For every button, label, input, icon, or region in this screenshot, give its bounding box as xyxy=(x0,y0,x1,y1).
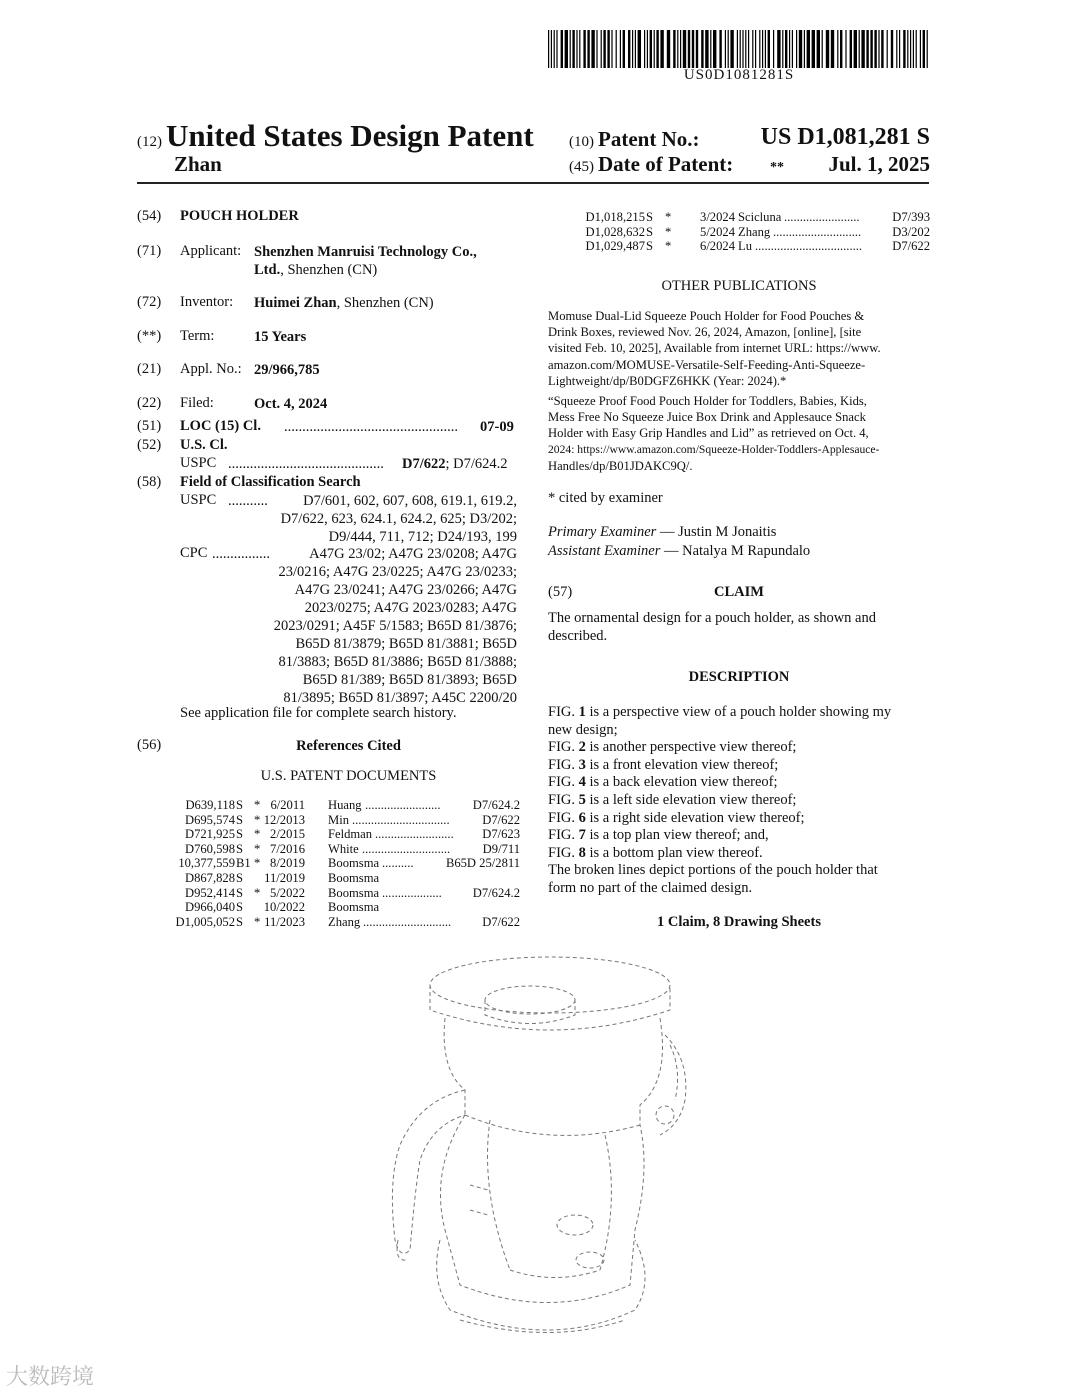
barcode-bar xyxy=(899,30,900,68)
barcode-bar xyxy=(752,30,753,68)
ref-star: * xyxy=(665,224,672,239)
description-line: FIG. 4 is a back elevation view thereof; xyxy=(548,774,778,791)
description-line: FIG. 6 is a right side elevation view thereof; xyxy=(548,809,805,826)
barcode-bar xyxy=(570,30,571,68)
barcode-bar xyxy=(683,30,686,68)
barcode-bar xyxy=(916,30,917,68)
date-line xyxy=(569,152,733,177)
barcode-bar xyxy=(812,30,815,68)
assistant-examiner: Assistant Examiner — Natalya M Rapundalo xyxy=(548,543,811,559)
ref-class: D9/711 xyxy=(482,841,520,856)
patent-no-line xyxy=(569,127,699,152)
ref-date: 11/2019 xyxy=(264,871,305,885)
ref-date: 2/2015 xyxy=(270,827,305,842)
barcode-bar xyxy=(647,30,648,68)
barcode-bar xyxy=(773,30,774,68)
ref-class: D7/623 xyxy=(482,827,520,842)
ref-kind: S xyxy=(236,885,244,900)
cpc-search-classes: A47G 23/02; A47G 23/0208; A47G 23/0216; A47G 23/0225; A47G 23/0233; A47G 23/0241; A47G 23/0266; A47G 2023/0275; A47G 2023/0283; A47G 2023/0291; A45F 5/1583; B65D 81/3876; B65D 81/3879; B65D 81/3881; B65D 81/3883; B65D 81/3886; B65D 81/3888; B65D 81/389; B65D 81/3893; B65D 81/3895; B65D 81/3897; A45C 2200/20 xyxy=(273,546,517,706)
ref-date: 10/2022 xyxy=(263,900,305,915)
claim-title: CLAIM xyxy=(714,584,764,600)
barcode-bar xyxy=(603,30,605,68)
barcode-bar xyxy=(660,30,663,68)
ref-star: * xyxy=(254,914,261,929)
reference-row xyxy=(570,225,930,240)
patent-number: US D1,081,281 S xyxy=(760,124,930,150)
ref-class: D7/393 xyxy=(892,210,930,224)
description-line: The broken lines depict portions of the pouch holder that xyxy=(548,862,878,879)
barcode-bar xyxy=(719,30,721,68)
ref-name: White xyxy=(328,841,359,856)
ref-star: * xyxy=(254,856,261,871)
ref-kind: S xyxy=(646,210,654,224)
barcode-bar xyxy=(859,30,860,68)
barcode-bar xyxy=(850,30,852,68)
barcode-bar xyxy=(866,30,868,68)
description-line: FIG. 8 is a bottom plan view thereof. xyxy=(548,844,763,861)
description-line: FIG. 7 is a top plan view thereof; and, xyxy=(548,827,769,844)
reference-row xyxy=(158,900,520,915)
ref-kind: S xyxy=(236,841,244,856)
date-label: Date of Patent: xyxy=(598,152,734,176)
ref-class: D3/202 xyxy=(892,224,930,239)
barcode-bar xyxy=(725,30,726,68)
barcode-bar xyxy=(837,30,838,68)
barcode-bar xyxy=(782,30,783,68)
reference-row xyxy=(570,239,930,254)
ref-star: * xyxy=(254,812,261,827)
barcode-bar xyxy=(730,30,733,68)
barcode-bar xyxy=(667,30,670,68)
code-10: (10) xyxy=(569,134,594,150)
ref-number: D952,414 xyxy=(184,885,235,900)
ref-class: B65D 25/2811 xyxy=(445,856,520,871)
publication-2: “Squeeze Proof Food Pouch Holder for Toddlers, Babies, Kids, Mess Free No Squeeze Juice Box Drink and Applesauce Snack Holder with Easy Grip Handles and Lid” as retrieved on Oct. 4, 2024: https://www.amazon.com/Squeeze-Holder-Toddlers-Applesauce- Handles/dp/B01JDAKC9Q/. xyxy=(548,394,880,473)
barcode-bar xyxy=(696,30,698,68)
description-line: form no part of the claimed design. xyxy=(548,880,753,896)
loc-class: 07-09 xyxy=(480,419,514,435)
ref-dots: .......... xyxy=(382,856,414,871)
barcode-bar xyxy=(632,30,633,68)
barcode-bar xyxy=(638,30,641,68)
barcode-bar xyxy=(701,30,703,68)
ref-name: Boomsma xyxy=(328,871,380,885)
ref-star: * xyxy=(254,841,261,856)
barcode-bar xyxy=(572,30,574,68)
barcode-bar xyxy=(710,30,711,68)
barcode xyxy=(548,30,930,68)
reference-row xyxy=(570,210,930,225)
ref-number: 10,377,559 xyxy=(178,856,235,871)
primary-examiner: Primary Examiner — Justin M Jonaitis xyxy=(548,524,777,540)
description-line: FIG. 5 is a left side elevation view thereof; xyxy=(548,792,797,808)
drawing-lines xyxy=(392,957,685,1333)
barcode-bar xyxy=(789,30,790,68)
search-history-note: See application file for complete search history. xyxy=(180,705,457,721)
date-mark: ** xyxy=(770,160,784,175)
barcode-bar xyxy=(887,30,888,68)
barcode-bar xyxy=(913,30,914,68)
barcode-bar xyxy=(891,30,893,68)
ref-date: 5/2022 xyxy=(270,885,305,900)
barcode-bar xyxy=(817,30,820,68)
barcode-bar xyxy=(874,30,876,68)
ref-dots: ........................ xyxy=(365,798,441,812)
description-line: FIG. 2 is another perspective view thereof; xyxy=(548,739,797,756)
barcode-bar xyxy=(831,30,834,68)
reference-row xyxy=(158,886,520,901)
claims-sheets: 1 Claim, 8 Drawing Sheets xyxy=(657,914,821,930)
ref-kind: S xyxy=(646,224,654,239)
references-title: References Cited xyxy=(296,738,401,754)
ref-name: Min xyxy=(328,812,349,827)
barcode-bar xyxy=(785,30,787,68)
ref-name: Zhang xyxy=(328,914,361,929)
ref-dots: ............................... xyxy=(352,812,450,827)
barcode-bar xyxy=(762,30,763,68)
barcode-bar xyxy=(826,30,829,68)
ref-kind: S xyxy=(236,914,244,929)
ref-kind: S xyxy=(236,900,244,915)
barcode-bar xyxy=(677,30,678,68)
barcode-bar xyxy=(591,30,594,68)
ref-date: 3/2024 xyxy=(700,210,735,224)
inventor-name: Huimei Zhan xyxy=(254,295,337,311)
description-line: FIG. 3 is a front elevation view thereof; xyxy=(548,756,779,773)
reference-row xyxy=(158,915,520,930)
barcode-bar xyxy=(551,30,552,68)
barcode-bar xyxy=(713,30,716,68)
barcode-bar xyxy=(777,30,780,68)
barcode-bar xyxy=(920,30,921,68)
reference-row xyxy=(158,827,520,842)
barcode-bar xyxy=(579,30,580,68)
ref-name: Boomsma xyxy=(328,885,380,900)
doc-type-line xyxy=(137,118,534,154)
barcode-bar xyxy=(623,30,625,68)
watermark: 大数跨境 xyxy=(6,1365,95,1390)
barcode-bar xyxy=(650,30,652,68)
barcode-bar xyxy=(587,30,589,68)
ref-name: Huang xyxy=(328,798,362,812)
barcode-bar xyxy=(596,30,597,68)
ref-class: D7/622 xyxy=(482,812,520,827)
barcode-bar xyxy=(799,30,802,68)
barcode-bar xyxy=(792,30,793,68)
ref-kind: S xyxy=(236,871,244,885)
ref-number: D1,028,632 xyxy=(585,224,645,239)
barcode-bar xyxy=(607,30,609,68)
barcode-bar xyxy=(854,30,857,68)
ref-star: * xyxy=(254,798,261,812)
document-type: United States Design Patent xyxy=(166,118,534,153)
barcode-bar xyxy=(840,30,842,68)
barcode-bar xyxy=(878,30,879,68)
barcode-bar xyxy=(656,30,658,68)
barcode-bar xyxy=(745,30,746,68)
invention-title: POUCH HOLDER xyxy=(180,208,299,224)
barcode-bar xyxy=(654,30,655,68)
barcode-bar xyxy=(554,30,555,68)
ref-name: Feldman xyxy=(328,827,373,842)
code-45: (45) xyxy=(569,159,594,175)
ref-number: D1,029,487 xyxy=(585,239,645,254)
ref-number: D867,828 xyxy=(184,871,235,885)
claim-code: (57) xyxy=(548,584,573,600)
ref-date: 5/2024 xyxy=(700,224,735,239)
ref-number: D721,925 xyxy=(184,827,235,842)
barcode-bar xyxy=(881,30,883,68)
description-line: new design; xyxy=(548,721,618,738)
barcode-bar xyxy=(680,30,681,68)
reference-row xyxy=(158,813,520,828)
ref-dots: ................... xyxy=(382,885,442,900)
barcode-bar xyxy=(923,30,925,68)
ref-name: Boomsma xyxy=(328,900,380,915)
publication-1: Momuse Dual-Lid Squeeze Pouch Holder for Food Pouches & Drink Boxes, reviewed Nov. 26, 2024, Amazon, [online], [site visited Feb. 10, 2025], Available from internet URL: https://www. amazon.com/MOMUSE-Versatile-Self-Feeding-Anti-Squeeze- Lightweight/dp/B0DGFZ6HKK (Year: 2024).* xyxy=(548,309,881,388)
barcode-bar xyxy=(673,30,675,68)
barcode-bar xyxy=(903,30,905,68)
cited-note: * cited by examiner xyxy=(548,490,663,506)
ref-date: 12/2013 xyxy=(263,812,305,827)
ref-star: * xyxy=(665,239,672,254)
barcode-bar xyxy=(561,30,563,68)
ref-kind: S xyxy=(236,827,244,842)
barcode-bar xyxy=(628,30,630,68)
barcode-bar xyxy=(768,30,770,68)
ref-dots: ......................... xyxy=(375,827,454,842)
patent-date: Jul. 1, 2025 xyxy=(828,152,930,176)
barcode-bar xyxy=(620,30,621,68)
barcode-bar xyxy=(796,30,797,68)
application-number: 29/966,785 xyxy=(254,362,320,378)
barcode-bar xyxy=(845,30,846,68)
reference-row xyxy=(158,871,520,886)
barcode-bar xyxy=(737,30,738,68)
ref-number: D695,574 xyxy=(184,812,235,827)
barcode-bar xyxy=(804,30,805,68)
claim-text: The ornamental design for a pouch holder, as shown and described. xyxy=(548,610,876,644)
barcode-bar xyxy=(742,30,743,68)
ref-number: D639,118 xyxy=(185,798,235,812)
ref-dots: ........................ xyxy=(784,210,860,224)
barcode-bar xyxy=(644,30,645,68)
ref-class: D7/622 xyxy=(892,239,930,254)
barcode-number: US0D1081281S xyxy=(683,67,795,83)
ref-date: 8/2019 xyxy=(270,856,305,871)
reference-row xyxy=(158,856,520,871)
ref-number: D760,598 xyxy=(184,841,235,856)
barcode-bar xyxy=(822,30,823,68)
other-publications-title: OTHER PUBLICATIONS xyxy=(661,278,817,294)
ref-kind: S xyxy=(236,812,244,827)
barcode-bar xyxy=(748,30,749,68)
barcode-bar xyxy=(565,30,568,68)
term-value: 15 Years xyxy=(254,329,307,345)
reference-row xyxy=(158,798,520,813)
header-rule xyxy=(137,182,929,184)
ref-date: 7/2016 xyxy=(270,841,305,856)
patent-no-label: Patent No.: xyxy=(598,127,700,151)
barcode-bar xyxy=(548,30,549,68)
barcode-bar xyxy=(807,30,810,68)
us-patent-docs-title: U.S. PATENT DOCUMENTS xyxy=(260,768,437,784)
ref-dots: ............................ xyxy=(362,841,451,856)
filed-date: Oct. 4, 2024 xyxy=(254,396,328,412)
barcode-bar xyxy=(861,30,864,68)
barcode-bar xyxy=(635,30,636,68)
barcode-bar xyxy=(896,30,897,68)
ref-name: Scicluna xyxy=(738,210,782,224)
code-12: (12) xyxy=(137,134,162,150)
barcode-bar xyxy=(755,30,756,68)
barcode-bar xyxy=(907,30,908,68)
barcode-bar xyxy=(601,30,602,68)
barcode-bar xyxy=(759,30,760,68)
ref-name: Zhang xyxy=(738,224,771,239)
barcode-bar xyxy=(611,30,612,68)
ref-dots: .................................. xyxy=(755,239,863,254)
barcode-bar xyxy=(765,30,766,68)
ref-number: D966,040 xyxy=(184,900,235,915)
barcode-bar xyxy=(910,30,911,68)
barcode-bar xyxy=(692,30,694,68)
barcode-bar xyxy=(870,30,872,68)
ref-star: * xyxy=(254,885,261,900)
reference-row xyxy=(158,842,520,857)
ref-dots: ............................ xyxy=(773,224,862,239)
ref-date: 11/2023 xyxy=(264,914,305,929)
ref-kind: S xyxy=(236,798,244,812)
ref-date: 6/2024 xyxy=(700,239,735,254)
barcode-bar xyxy=(728,30,729,68)
ref-dots: ............................ xyxy=(363,914,452,929)
barcode-bar xyxy=(616,30,617,68)
barcode-bar xyxy=(576,30,577,68)
ref-star: * xyxy=(254,827,261,842)
uspc-class: D7/622 xyxy=(402,456,446,472)
barcode-bar xyxy=(705,30,708,68)
ref-star: * xyxy=(665,210,672,224)
barcode-bar xyxy=(556,30,557,68)
ref-class: D7/624.2 xyxy=(472,885,520,900)
ref-kind: S xyxy=(646,239,654,254)
applicant-name: Shenzhen Manruisi Technology Co., xyxy=(254,244,477,260)
ref-date: 6/2011 xyxy=(270,798,305,812)
ref-class: D7/624.2 xyxy=(472,798,520,812)
ref-kind: B1 xyxy=(236,856,251,871)
uspc-search-classes: D7/601, 602, 607, 608, 619.1, 619.2, D7/622, 623, 624.1, 624.2, 625; D3/202; D9/444, 711, 712; D24/193, 199 xyxy=(280,493,517,545)
barcode-bar xyxy=(740,30,741,68)
description-line: FIG. 1 is a perspective view of a pouch holder showing my xyxy=(548,704,892,720)
ref-name: Boomsma xyxy=(328,856,380,871)
barcode-bar xyxy=(688,30,690,68)
barcode-bar xyxy=(927,30,928,68)
barcode-bar xyxy=(583,30,585,68)
inventor-short: Zhan xyxy=(174,152,222,176)
ref-number: D1,005,052 xyxy=(175,914,235,929)
pouch-holder-drawing xyxy=(370,940,700,1340)
ref-class: D7/622 xyxy=(482,914,520,929)
ref-number: D1,018,215 xyxy=(585,210,645,224)
ref-name: Lu xyxy=(738,239,752,254)
description-title: DESCRIPTION xyxy=(688,669,790,685)
